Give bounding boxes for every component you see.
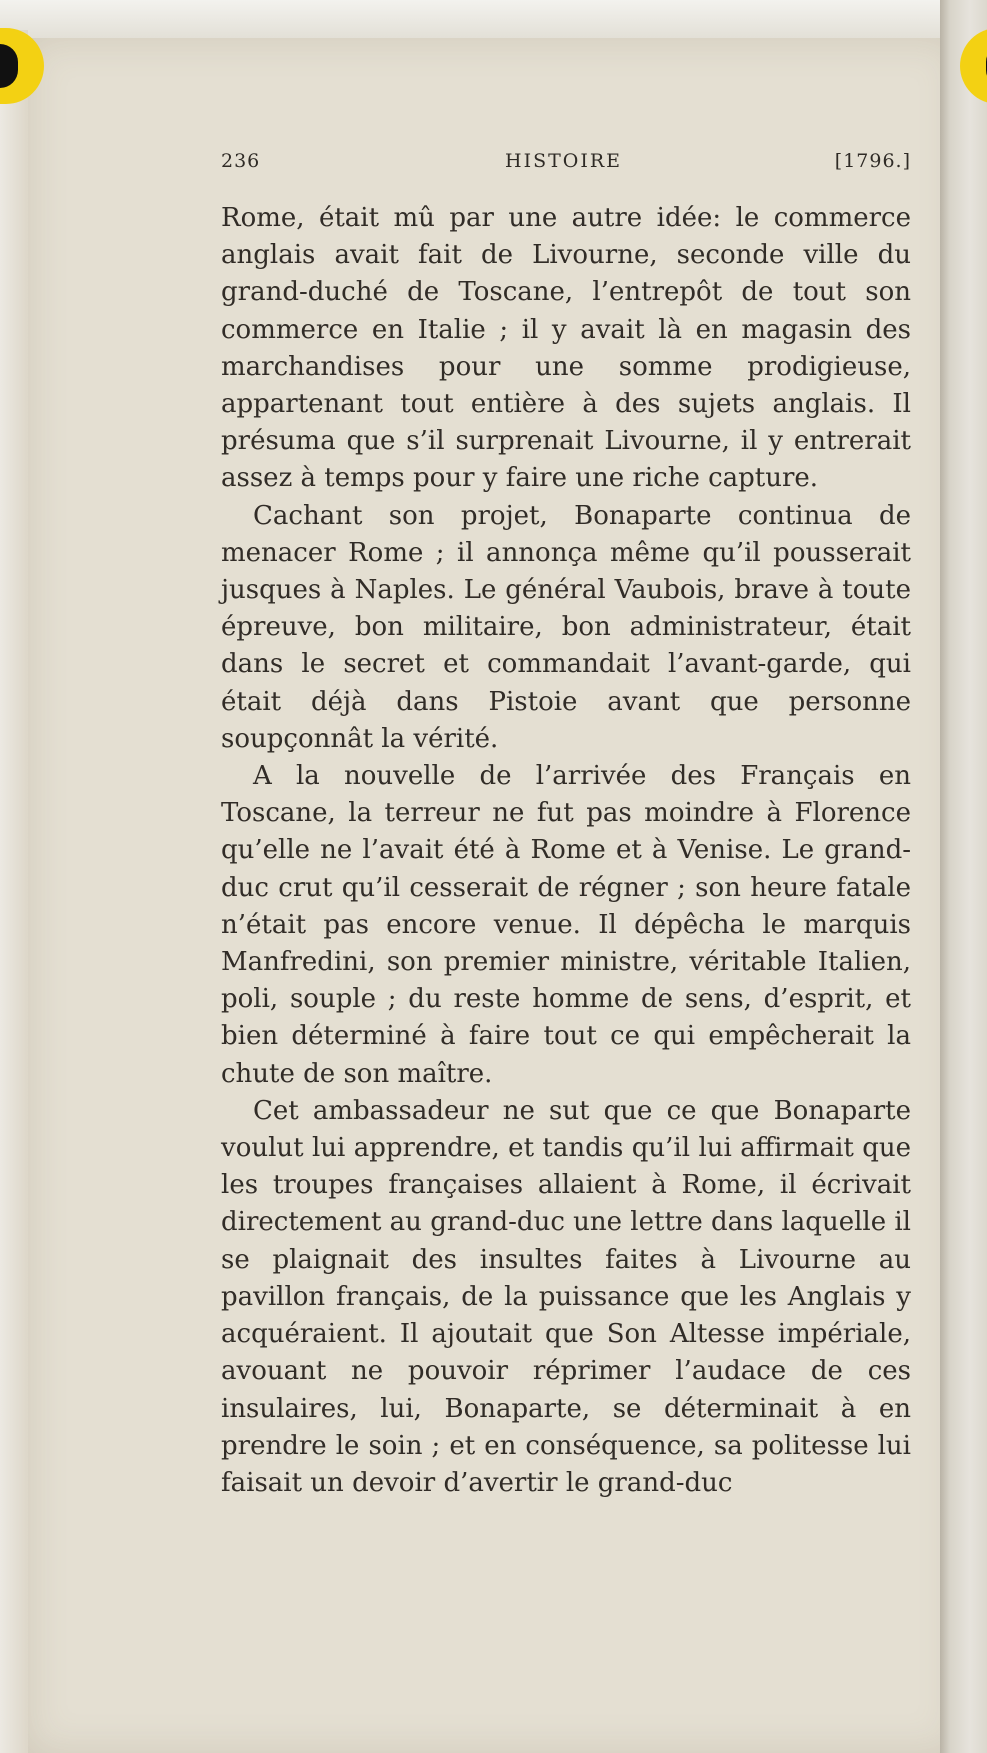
page-number: 236	[221, 150, 261, 172]
paragraph: A la nouvelle de l’arrivée des Français en Toscane, la terreur ne fut pas moindre à Florence qu’elle ne l’avait été à Rome et à Venise. Le grand-duc crut qu’il cesserait de régner ; son heure fatale n’était pas encore venue. Il dépêcha le marquis Manfredini, son premier ministre, véritable Italien, poli, souple ; du reste homme de sens, d’esprit, et bien déterminé à faire tout ce qui empêcherait la chute de son maître.	[221, 761, 911, 1089]
paragraph: Cet ambassadeur ne sut que ce que Bonaparte voulut lui apprendre, et tandis qu’il lui affirmait que les troupes françaises allaient à Rome, il écrivait directement au grand-duc une lettre dans laquelle il se plaignait des insultes faites à Livourne au pavillon français, de la puissance que les Anglais y acquéraient. Il ajoutait que Son Altesse impériale, avouant ne pouvoir réprimer l’audace de ces insulaires, lui, Bonaparte, se déterminait à en prendre le soin ; et en conséquence, sa politesse lui faisait un devoir d’avertir le grand-duc	[221, 1095, 911, 1498]
paragraph: Cachant son projet, Bonaparte continua de menacer Rome ; il annonça même qu’il pousserait jusques à Naples. Le général Vaubois, brave à toute épreuve, bon militaire, bon administrateur, était dans le secret et commandait l’avant-garde, qui était déjà dans Pistoie avant que personne soupçonnât la vérité.	[221, 500, 911, 754]
running-title: HISTOIRE	[505, 150, 623, 172]
running-year: [1796.]	[834, 150, 911, 172]
page-right-edge	[940, 0, 987, 1753]
paragraph: Rome, était mû par une autre idée: le commerce anglais avait fait de Livourne, seconde ville du grand-duché de Toscane, l’entrepôt de tout son commerce en Italie ; il y avait là en magasin des marchandises pour une somme prodigieuse, appartenant tout entière à des sujets anglais. Il présuma que s’il surprenait Livourne, il y entrerait assez à temps pour y faire une riche capture.	[221, 203, 911, 494]
running-head	[221, 150, 911, 180]
body-text	[221, 200, 911, 1502]
scan-background	[0, 0, 987, 40]
page-left-edge	[0, 30, 28, 1753]
